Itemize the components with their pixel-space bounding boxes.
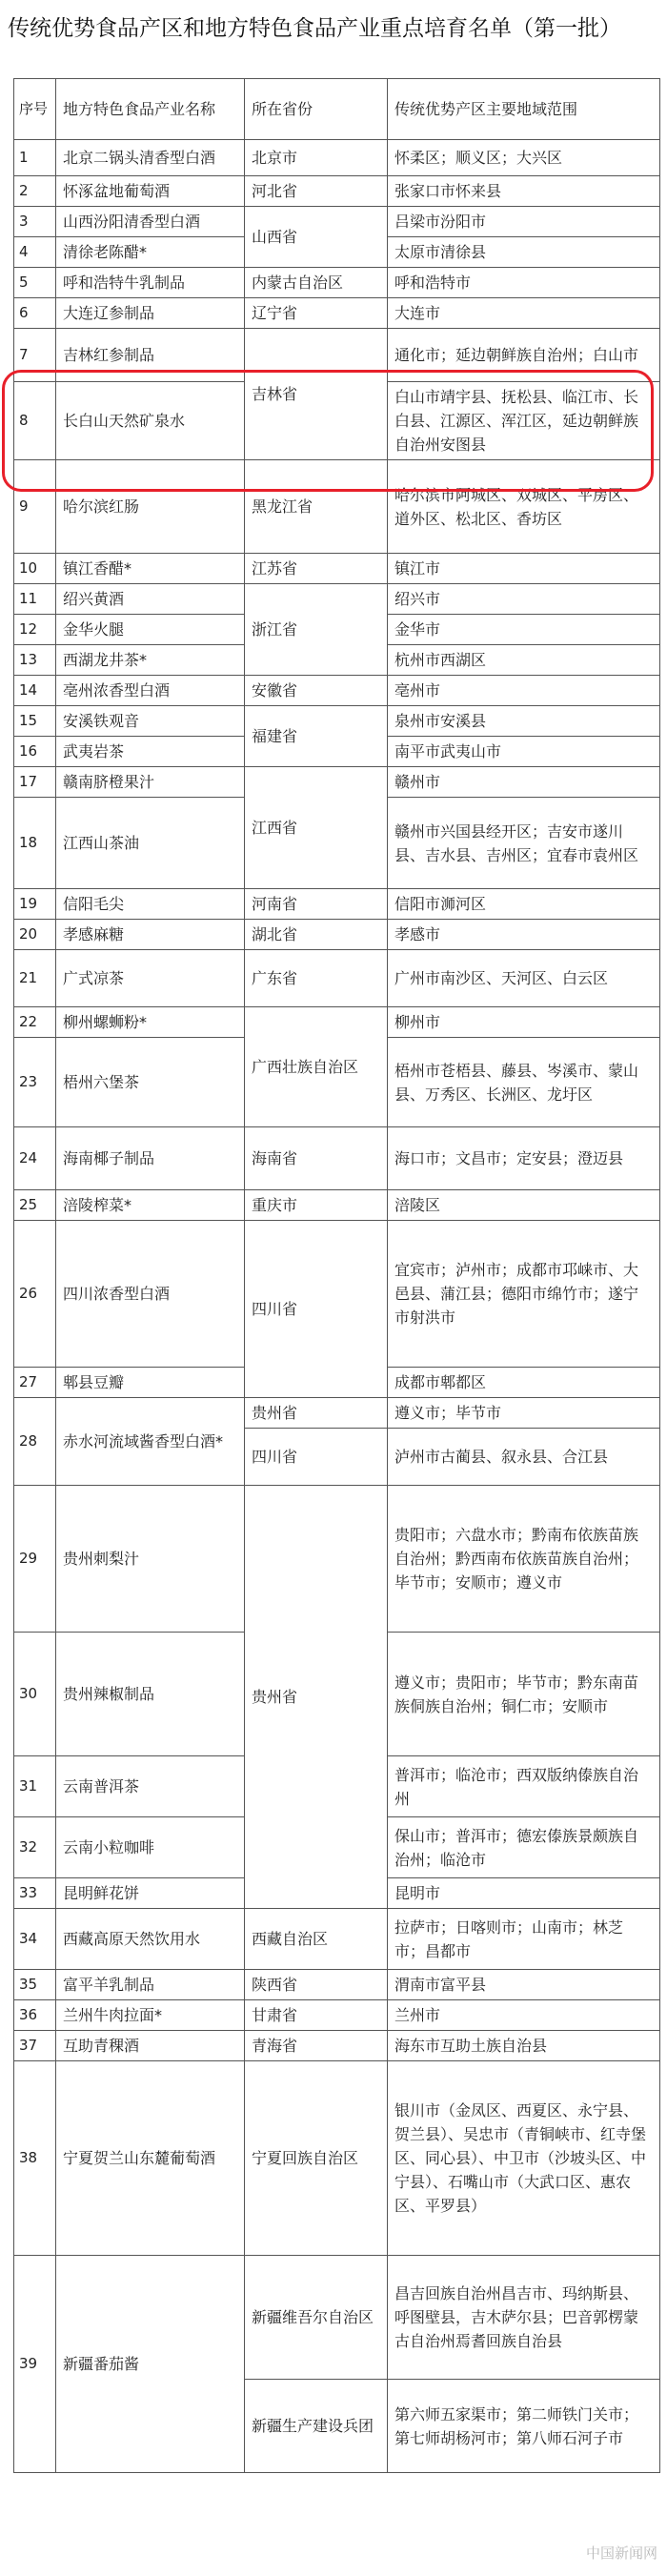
cell-no: 23: [14, 1038, 56, 1127]
cell-region: 金华市: [388, 615, 660, 645]
table-row: [14, 207, 660, 237]
cell-product: 金华火腿: [56, 615, 245, 645]
cell-no: 31: [14, 1756, 56, 1817]
cell-product: 赣南脐橙果汁: [56, 767, 245, 798]
cell-no: 9: [14, 460, 56, 554]
cell-product: 信阳毛尖: [56, 889, 245, 920]
cell-region: 怀柔区；顺义区；大兴区: [388, 140, 660, 176]
cell-no: 3: [14, 207, 56, 237]
cell-region: 绍兴市: [388, 584, 660, 615]
cell-no: 7: [14, 329, 56, 382]
table-row: [14, 1486, 660, 1633]
cell-product: 宁夏贺兰山东麓葡萄酒: [56, 2061, 245, 2256]
cell-province: 宁夏回族自治区: [245, 2061, 388, 2256]
table-row: [14, 268, 660, 298]
cell-region: 泉州市安溪县: [388, 706, 660, 737]
table-row: [14, 176, 660, 207]
cell-region: 亳州市: [388, 676, 660, 706]
cell-no: 38: [14, 2061, 56, 2256]
cell-product: 大连辽参制品: [56, 298, 245, 329]
cell-province: 辽宁省: [245, 298, 388, 329]
cell-no: 35: [14, 1970, 56, 2000]
page-title: 传统优势食品产区和地方特色食品产业重点培育名单（第一批）: [8, 16, 621, 41]
cell-province: 西藏自治区: [245, 1909, 388, 1970]
food-industry-table: [13, 78, 660, 2473]
table-row: [14, 950, 660, 1007]
cell-product: 四川浓香型白酒: [56, 1221, 245, 1368]
cell-province: 贵州省: [245, 1398, 388, 1429]
cell-region: 渭南市富平县: [388, 1970, 660, 2000]
cell-province: 北京市: [245, 140, 388, 176]
cell-province: 江西省: [245, 767, 388, 889]
cell-province: 贵州省: [245, 1486, 388, 1909]
cell-province: 河北省: [245, 176, 388, 207]
cell-region: 涪陵区: [388, 1190, 660, 1221]
cell-no: 26: [14, 1221, 56, 1368]
cell-province: 安徽省: [245, 676, 388, 706]
header-region: 传统优势产区主要地域范围: [388, 79, 660, 140]
cell-region: 哈尔滨市阿城区、双城区、平房区、道外区、松北区、香坊区: [388, 460, 660, 554]
table-row: [14, 460, 660, 554]
cell-region: 梧州市苍梧县、藤县、岑溪市、蒙山县、万秀区、长洲区、龙圩区: [388, 1038, 660, 1127]
cell-region: 柳州市: [388, 1007, 660, 1038]
cell-no: 1: [14, 140, 56, 176]
cell-product: 镇江香醋*: [56, 554, 245, 584]
cell-product: 郫县豆瓣: [56, 1368, 245, 1398]
cell-region: 海口市；文昌市；定安县；澄迈县: [388, 1127, 660, 1190]
cell-province: 浙江省: [245, 584, 388, 676]
table-row: [14, 2256, 660, 2380]
cell-product: 山西汾阳清香型白酒: [56, 207, 245, 237]
cell-province: 重庆市: [245, 1190, 388, 1221]
cell-product: 兰州牛肉拉面*: [56, 2000, 245, 2031]
cell-product: 新疆番茄酱: [56, 2256, 245, 2473]
cell-product: 清徐老陈醋*: [56, 237, 245, 268]
cell-province: 新疆维吾尔自治区: [245, 2256, 388, 2380]
cell-province: 山西省: [245, 207, 388, 268]
cell-no: 36: [14, 2000, 56, 2031]
cell-region: 广州市南沙区、天河区、白云区: [388, 950, 660, 1007]
cell-no: 29: [14, 1486, 56, 1633]
cell-province: 广西壮族自治区: [245, 1007, 388, 1127]
cell-no: 27: [14, 1368, 56, 1398]
cell-region: 遵义市；贵阳市；毕节市；黔东南苗族侗族自治州；铜仁市；安顺市: [388, 1633, 660, 1756]
cell-no: 2: [14, 176, 56, 207]
cell-product: 昆明鲜花饼: [56, 1878, 245, 1909]
table-row: [14, 767, 660, 798]
cell-region: 拉萨市；日喀则市；山南市；林芝市；昌都市: [388, 1909, 660, 1970]
cell-region: 普洱市；临沧市；西双版纳傣族自治州: [388, 1756, 660, 1817]
watermark: 中国新闻网: [585, 2545, 657, 2562]
cell-product: 赤水河流域酱香型白酒*: [56, 1398, 245, 1486]
cell-region: 杭州市西湖区: [388, 645, 660, 676]
cell-no: 15: [14, 706, 56, 737]
cell-province: 吉林省: [245, 329, 388, 460]
table-row: [14, 1398, 660, 1429]
cell-product: 梧州六堡茶: [56, 1038, 245, 1127]
cell-province: 广东省: [245, 950, 388, 1007]
cell-region: 白山市靖宇县、抚松县、临江市、长白县、江源区、浑江区，延边朝鲜族自治州安图县: [388, 382, 660, 460]
table-row: [14, 1190, 660, 1221]
cell-no: 19: [14, 889, 56, 920]
table-row: [14, 298, 660, 329]
cell-region: 信阳市浉河区: [388, 889, 660, 920]
cell-region: 海东市互助土族自治县: [388, 2031, 660, 2061]
cell-product: 西藏高原天然饮用水: [56, 1909, 245, 1970]
cell-province: 甘肃省: [245, 2000, 388, 2031]
cell-no: 10: [14, 554, 56, 584]
table-row: [14, 920, 660, 950]
cell-region: 兰州市: [388, 2000, 660, 2031]
cell-region: 南平市武夷山市: [388, 737, 660, 767]
header-no: 序号: [14, 79, 56, 140]
cell-no: 25: [14, 1190, 56, 1221]
cell-province: 河南省: [245, 889, 388, 920]
cell-no: 22: [14, 1007, 56, 1038]
cell-no: 6: [14, 298, 56, 329]
cell-no: 13: [14, 645, 56, 676]
cell-product: 贵州刺梨汁: [56, 1486, 245, 1633]
cell-no: 17: [14, 767, 56, 798]
cell-product: 哈尔滨红肠: [56, 460, 245, 554]
cell-no: 39: [14, 2256, 56, 2473]
cell-province: 海南省: [245, 1127, 388, 1190]
table-row: [14, 140, 660, 176]
cell-product: 海南椰子制品: [56, 1127, 245, 1190]
cell-product: 广式凉茶: [56, 950, 245, 1007]
cell-region: 第六师五家渠市；第二师铁门关市；第七师胡杨河市；第八师石河子市: [388, 2380, 660, 2473]
table-header-row: [14, 79, 660, 140]
cell-province: 湖北省: [245, 920, 388, 950]
cell-product: 北京二锅头清香型白酒: [56, 140, 245, 176]
cell-no: 21: [14, 950, 56, 1007]
cell-no: 32: [14, 1817, 56, 1878]
cell-region: 吕梁市汾阳市: [388, 207, 660, 237]
table-row: [14, 1221, 660, 1368]
cell-region: 贵阳市；六盘水市；黔南布依族苗族自治州；黔西南布依族苗族自治州；毕节市；安顺市；遵义市: [388, 1486, 660, 1633]
cell-province: 黑龙江省: [245, 460, 388, 554]
cell-region: 遵义市；毕节市: [388, 1398, 660, 1429]
cell-region: 昆明市: [388, 1878, 660, 1909]
header-province: 所在省份: [245, 79, 388, 140]
cell-no: 16: [14, 737, 56, 767]
cell-no: 30: [14, 1633, 56, 1756]
table-row: [14, 2061, 660, 2256]
cell-product: 贵州辣椒制品: [56, 1633, 245, 1756]
cell-region: 赣州市: [388, 767, 660, 798]
cell-product: 江西山茶油: [56, 798, 245, 889]
cell-region: 呼和浩特市: [388, 268, 660, 298]
cell-region: 孝感市: [388, 920, 660, 950]
table-row: [14, 676, 660, 706]
cell-product: 富平羊乳制品: [56, 1970, 245, 2000]
table-row: [14, 889, 660, 920]
cell-no: 11: [14, 584, 56, 615]
cell-region: 通化市；延边朝鲜族自治州；白山市: [388, 329, 660, 382]
cell-product: 西湖龙井茶*: [56, 645, 245, 676]
cell-province: 江苏省: [245, 554, 388, 584]
cell-province: 新疆生产建设兵团: [245, 2380, 388, 2473]
cell-product: 绍兴黄酒: [56, 584, 245, 615]
cell-no: 18: [14, 798, 56, 889]
table-row: [14, 329, 660, 382]
cell-product: 安溪铁观音: [56, 706, 245, 737]
table-row: [14, 1909, 660, 1970]
cell-region: 赣州市兴国县经开区；吉安市遂川县、吉水县、吉州区；宜春市袁州区: [388, 798, 660, 889]
table-row: [14, 584, 660, 615]
table-row: [14, 2031, 660, 2061]
cell-region: 宜宾市；泸州市；成都市邛崃市、大邑县、蒲江县；德阳市绵竹市；遂宁市射洪市: [388, 1221, 660, 1368]
cell-region: 大连市: [388, 298, 660, 329]
cell-product: 亳州浓香型白酒: [56, 676, 245, 706]
cell-no: 28: [14, 1398, 56, 1486]
cell-region: 昌吉回族自治州昌吉市、玛纳斯县、呼图壁县，吉木萨尔县；巴音郭楞蒙古自治州焉耆回族自治县: [388, 2256, 660, 2380]
cell-product: 吉林红参制品: [56, 329, 245, 382]
table-row: [14, 1970, 660, 2000]
cell-province: 四川省: [245, 1221, 388, 1398]
cell-province: 内蒙古自治区: [245, 268, 388, 298]
table-row: [14, 1127, 660, 1190]
cell-no: 24: [14, 1127, 56, 1190]
cell-region: 太原市清徐县: [388, 237, 660, 268]
cell-product: 武夷岩茶: [56, 737, 245, 767]
cell-province: 福建省: [245, 706, 388, 767]
cell-product: 涪陵榨菜*: [56, 1190, 245, 1221]
cell-product: 呼和浩特牛乳制品: [56, 268, 245, 298]
cell-province: 青海省: [245, 2031, 388, 2061]
cell-region: 银川市（金凤区、西夏区、永宁县、贺兰县）、吴忠市（青铜峡市、红寺堡区、同心县）、中卫市（沙坡头区、中宁县）、石嘴山市（大武口区、惠农区、平罗县）: [388, 2061, 660, 2256]
table-row: [14, 554, 660, 584]
cell-product: 怀涿盆地葡萄酒: [56, 176, 245, 207]
cell-no: 34: [14, 1909, 56, 1970]
cell-product: 柳州螺蛳粉*: [56, 1007, 245, 1038]
cell-no: 33: [14, 1878, 56, 1909]
table-row: [14, 2000, 660, 2031]
table-row: [14, 706, 660, 737]
cell-province: 陕西省: [245, 1970, 388, 2000]
cell-no: 12: [14, 615, 56, 645]
cell-product: 长白山天然矿泉水: [56, 382, 245, 460]
cell-no: 37: [14, 2031, 56, 2061]
cell-region: 镇江市: [388, 554, 660, 584]
cell-region: 泸州市古蔺县、叙永县、合江县: [388, 1429, 660, 1486]
table-row: [14, 1007, 660, 1038]
cell-no: 5: [14, 268, 56, 298]
cell-no: 4: [14, 237, 56, 268]
header-product: 地方特色食品产业名称: [56, 79, 245, 140]
cell-no: 8: [14, 382, 56, 460]
cell-product: 互助青稞酒: [56, 2031, 245, 2061]
cell-product: 云南普洱茶: [56, 1756, 245, 1817]
cell-region: 保山市；普洱市；德宏傣族景颇族自治州；临沧市: [388, 1817, 660, 1878]
cell-province: 四川省: [245, 1429, 388, 1486]
cell-product: 云南小粒咖啡: [56, 1817, 245, 1878]
cell-region: 张家口市怀来县: [388, 176, 660, 207]
cell-product: 孝感麻糖: [56, 920, 245, 950]
cell-no: 14: [14, 676, 56, 706]
cell-region: 成都市郫都区: [388, 1368, 660, 1398]
cell-no: 20: [14, 920, 56, 950]
